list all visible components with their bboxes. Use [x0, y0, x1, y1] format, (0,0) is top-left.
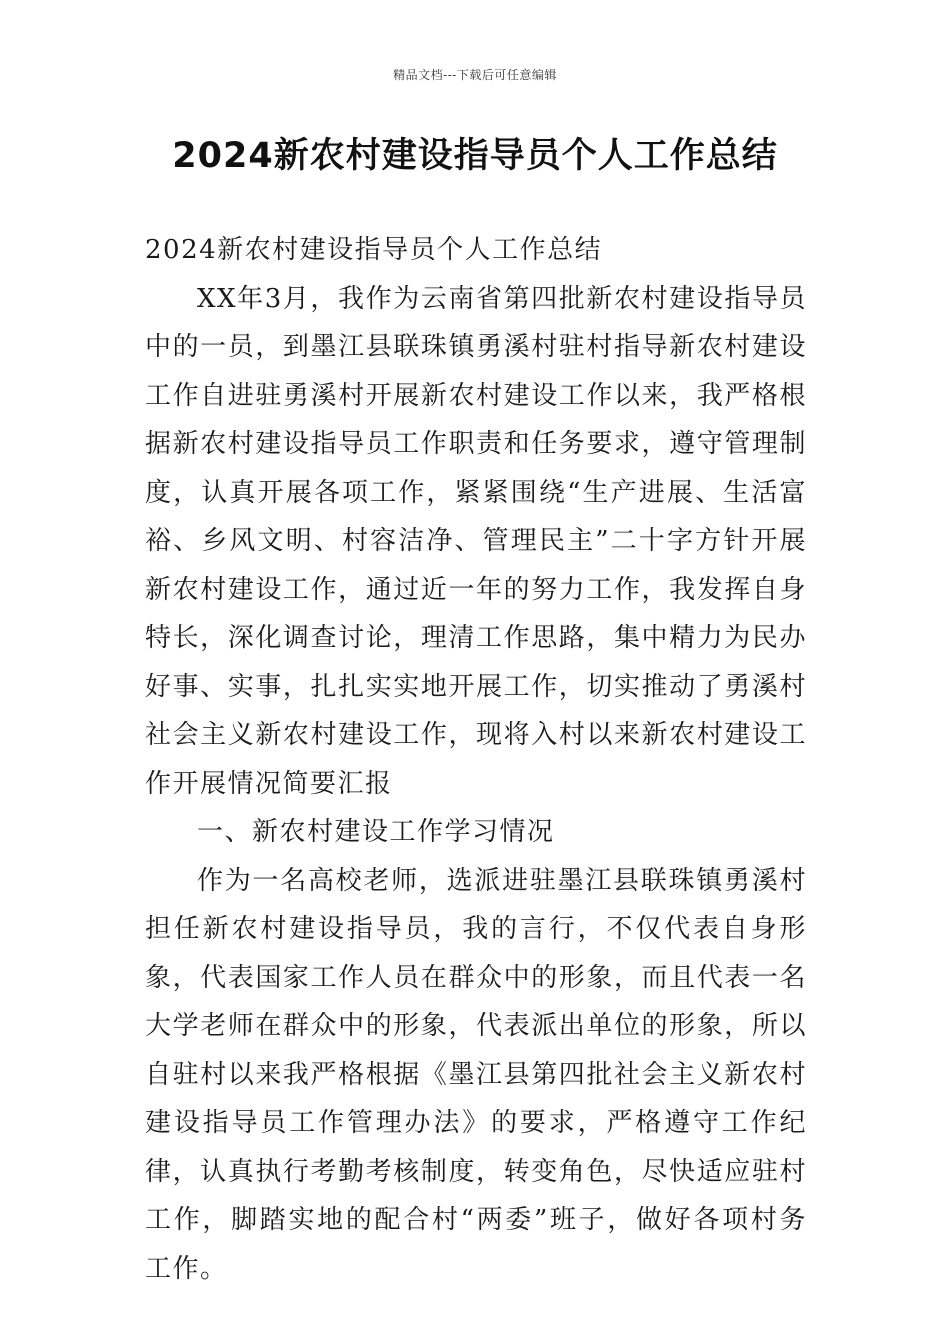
- header-note: 精品文档---下载后可任意编辑: [393, 68, 557, 82]
- paragraph-learning: 作为一名高校老师，选派进驻墨江县联珠镇勇溪村担任新农村建设指导员，我的言行，不仅代表自身形象，代表国家工作人员在群众中的形象，而且代表一名大学老师在群众中的形象，代表派出单位的形象，所以自驻村以来我严格根据《墨江县第四批社会主义新农村建设指导员工作管理办法》的要求，严格遵守工作纪律，认真执行考勤考核制度，转变角色，尽快适应驻村工作，脚踏实地的配合村“两委”班子，做好各项村务工作。: [145, 865, 807, 1284]
- document-body: [145, 226, 807, 1293]
- paragraph-intro: XX年3月，我作为云南省第四批新农村建设指导员中的一员，到墨江县联珠镇勇溪村驻村指导新农村建设工作自进驻勇溪村开展新农村建设工作以来，我严格根据新农村建设指导员工作职责和任务要求，遵守管理制度，认真开展各项工作，紧紧围绕“生产进展、生活富裕、乡风文明、村容洁净、管理民主”二十字方针开展新农村建设工作，通过近一年的努力工作，我发挥自身特长，深化调查讨论，理清工作思路，集中精力为民办好事、实事，扎扎实实地开展工作，切实推动了勇溪村社会主义新农村建设工作，现将入村以来新农村建设工作开展情况简要汇报: [145, 283, 807, 799]
- document-subtitle: 2024新农村建设指导员个人工作总结: [145, 235, 603, 265]
- section-heading-learning: 一、新农村建设工作学习情况: [197, 817, 555, 847]
- document-title: 2024新农村建设指导员个人工作总结: [172, 136, 778, 176]
